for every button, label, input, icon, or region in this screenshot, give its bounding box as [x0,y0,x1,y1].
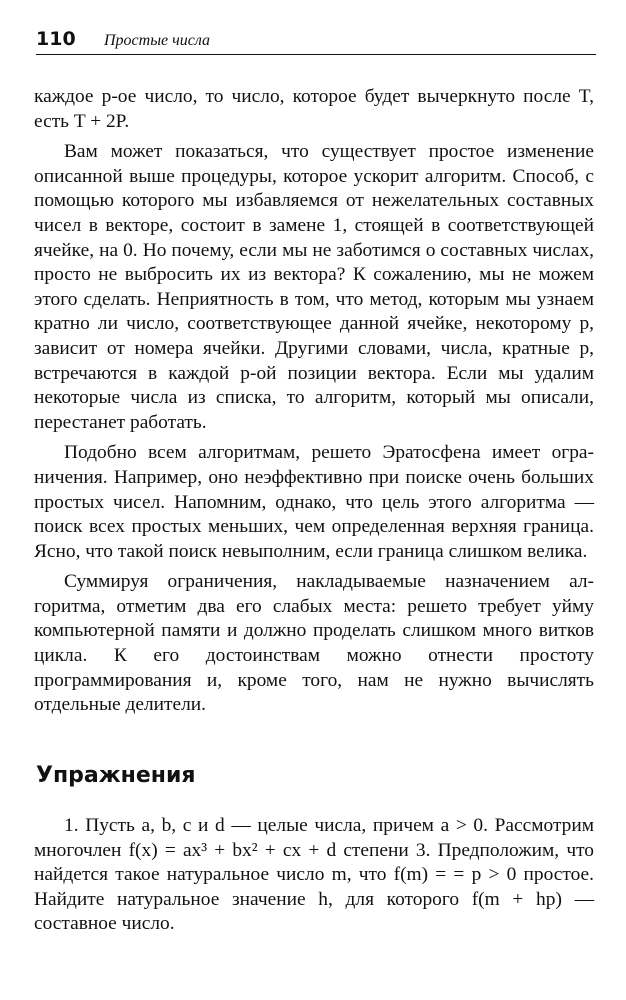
paragraph: Подобно всем алгоритмам, решето Эратосфена имеет ограничения. Например, оно неэффективно при поиске очень больших простых чисел. Напомним, однако, что цель этого алгоритма — поиск всех простых меньших, чем определенная верхняя граница. Ясно, что такой поиск невыполним, если граница слишком велика. [34,442,594,562]
exercise-item: 1. Пусть a, b, c и d — целые числа, причем a > 0. Рассмотрим многочлен f(x) = ax³ + bx² + cx + d степени 3. Предположим, что найдется такое натуральное число m, что f(m) = = p > 0 простое. Найдите натуральное значение h, для которого f(m + hp) — составное число. [34,815,594,935]
section-heading: Упражнения [36,763,196,788]
paragraph: каждое p-ое число, то число, которое будет вычеркнуто после T, есть T + 2P. [34,86,594,132]
paragraph: Суммируя ограничения, накладываемые назначением алгоритма, отметим два его слабых места: решето требует уйму компьютерной памяти и должно проделать слишком много витков цикла. К его достоинствам можно отнести простоту программирования и, кроме того, нам не нужно вычислять отдельные делители. [34,571,594,716]
page-header [36,28,596,55]
exercises [34,814,594,937]
page-number: 110 [36,28,76,50]
paragraph: Вам может показаться, что существует простое изменение описанной выше процедуры, которое ускорит алгоритм. Способ, с помощью которого мы избавляемся от нежелательных составных чисел в векторе, состоит в замене 1, стоящей в соответствующей ячейке, на 0. Но почему, если мы не заботимся о составных числах, просто не выбросить их из вектора? К сожалению, мы не можем этого сделать. Неприятность в том, что метод, которым мы узнаем кратно ли число, соответствующее данной ячейке, некоторому p, зависит от номера ячейки. Другими словами, числа, кратные p, встречаются в каждой p-ой позиции вектора. Если мы удалим некоторые числа из списка, то алгоритм, который мы описали, перестанет работать. [34,141,594,433]
running-title: Простые числа [104,32,211,49]
body-text [34,85,594,718]
